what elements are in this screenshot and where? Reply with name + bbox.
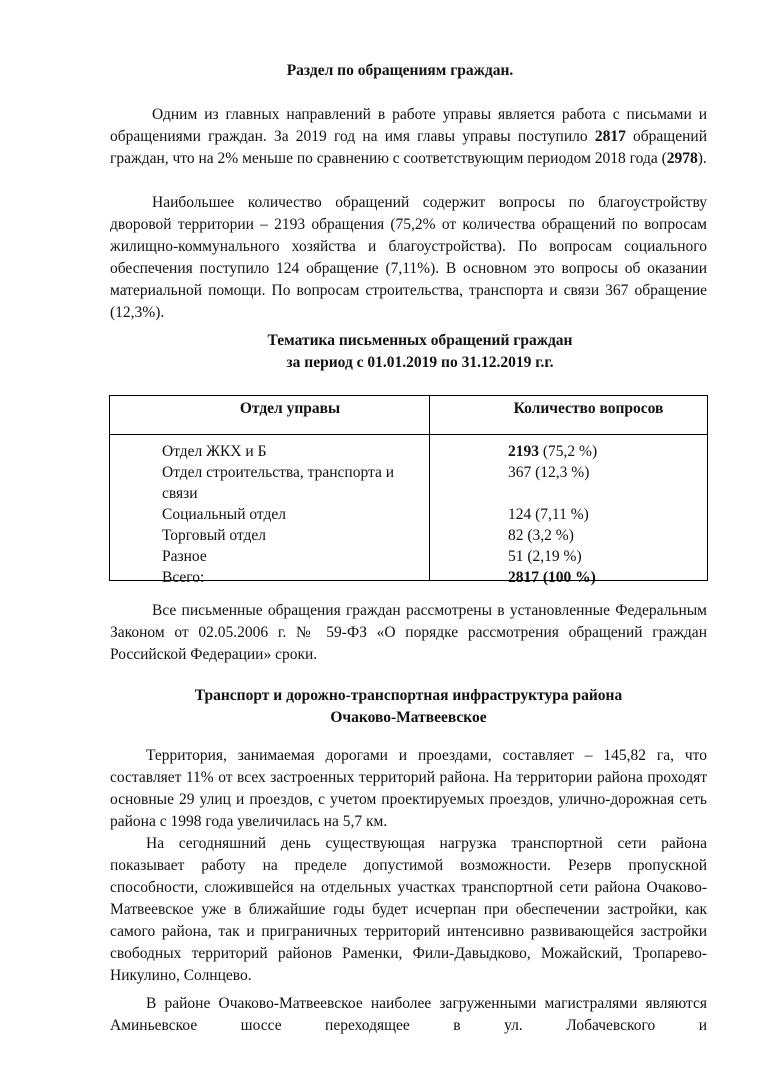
cell-quantity-bold: 2817 (100 %): [508, 569, 596, 586]
cell-quantity-text: 82 (3,2 %): [508, 527, 574, 544]
header-quantity: Количество вопросов: [470, 396, 707, 435]
cell-quantity: [470, 525, 707, 546]
paragraph-transport-load: На сегодняшний день существующая нагрузка транспортной сети района показывает работу на пределе допустимой возможности. Резерв пропускной способности, сложившейся на отдельных участках транспортной сети района Очаково-Матвеевское уже в ближайшие годы будет исчерпан при обеспечении застройки, как самого района, так и приграничных территорий интенсивно развивающейся застройки свободных территорий районов Раменки, Фили-Давыдково, Можайский, Тропарево-Никулино, Солнцево.: [110, 835, 707, 984]
appeals-count: 2817: [594, 128, 626, 145]
cell-quantity: [470, 435, 707, 463]
table-row: [110, 525, 707, 546]
paragraph-text: ).: [697, 150, 707, 167]
table-row: [110, 435, 707, 463]
cell-quantity: [470, 546, 707, 567]
cell-quantity-text: 124 (7,11 %): [508, 506, 589, 523]
table-row: [110, 504, 707, 525]
cell-department: Всего:: [162, 569, 205, 586]
section-heading-citizens-appeals: Раздел по обращениям граждан.: [286, 62, 514, 79]
table-column-divider: [429, 396, 430, 580]
cell-quantity-text: (75,2 %): [539, 443, 598, 460]
paragraph-appeals-reviewed: Все письменные обращения граждан рассмотрены в установленные Федеральным Законом от 02.05.2006 г. № 59-ФЗ «О порядке рассмотрения обращений граждан Российской Федерации» сроки.: [110, 602, 707, 663]
cell-department: Торговый отдел: [162, 527, 267, 544]
cell-quantity: [470, 504, 707, 525]
table-row-total: [110, 567, 707, 588]
table-title-line2: за период с 01.01.2019 по 31.12.2019 г.г.: [286, 354, 554, 371]
paragraph-roads-area: Территория, занимаемая дорогами и проездами, составляет – 145,82 га, что составляет 11% от всех застроенных территорий района. На территории района проходят основные 29 улиц и проездов, с учетом проектируемых проездов, улично-дорожная сеть района с 1998 года увеличилась на 5,7 км.: [110, 747, 707, 830]
table-row: [110, 546, 707, 567]
appeals-table: [110, 396, 707, 588]
paragraph-text: Одним из главных направлений в работе управы является работа с письмами и обращениями граждан. За 2019 год на имя главы управы поступило: [110, 106, 707, 145]
table-row: [110, 462, 707, 504]
cell-quantity-bold: 2193: [508, 443, 539, 460]
paragraph-appeals-breakdown: Наибольшее количество обращений содержит вопросы по благоустройству дворовой территории – 2193 обращения (75,2% от количества обращений по вопросам жилищно-коммунального хозяйства и благоустройства). По вопросам социального обеспечения поступило 124 обращение (7,11%). В основном это вопросы об оказании материальной помощи. По вопросам строительства, транспорта и связи 367 обращение (12,3%).: [110, 194, 707, 321]
cell-quantity-text: 51 (2,19 %): [508, 548, 582, 565]
table-title-line1: Тематика письменных обращений граждан: [267, 332, 573, 349]
paragraph-busy-highways: В районе Очаково-Матвеевское наиболее загруженными магистралями являются Аминьевское шоссе переходящее в ул. Лобачевского и: [110, 995, 707, 1034]
cell-department: Социальный отдел: [162, 506, 286, 523]
cell-department: Отдел строительства, транспорта и связи: [162, 464, 395, 502]
cell-department: Отдел ЖКХ и Б: [162, 443, 267, 460]
paragraph-appeals-total: [110, 104, 707, 170]
cell-quantity-text: 367 (12,3 %): [508, 464, 590, 481]
section-heading-transport-line2: Очаково-Матвеевское: [330, 709, 487, 726]
header-department: Отдел управы: [110, 396, 470, 435]
cell-quantity: [470, 462, 707, 504]
table-header-row: [110, 396, 707, 435]
appeals-prev-count: 2978: [666, 150, 698, 167]
paragraph-text: обращений граждан, что на 2% меньше по сравнению с соответствующим периодом 2018 года (: [110, 128, 707, 167]
cell-quantity: [470, 567, 707, 588]
cell-department: Разное: [162, 548, 207, 565]
section-heading-transport-line1: Транспорт и дорожно-транспортная инфраструктура района: [194, 687, 623, 704]
